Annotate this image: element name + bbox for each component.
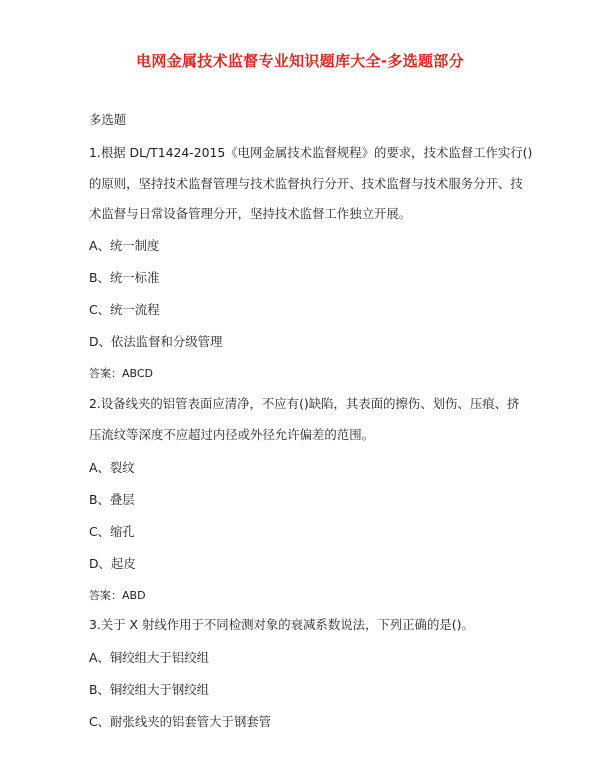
page-title: 电网金属技术监督专业知识题库大全-多选题部分	[136, 52, 464, 70]
question-1-line-2: 的原则，坚持技术监督管理与技术监督执行分开、技术监督与技术服务分开、技	[89, 176, 523, 191]
question-1-answer: 答案：ABCD	[89, 367, 154, 380]
question-2-option-d: D、起皮	[89, 556, 136, 571]
question-1-line-3: 术监督与日常设备管理分开，坚持技术监督工作独立开展。	[89, 206, 412, 221]
question-3-line-1: 3.关于 X 射线作用于不同检测对象的衰减系数说法，下列正确的是()。	[89, 617, 474, 632]
question-1-option-b: B、统一标准	[89, 270, 160, 285]
question-2-option-a: A、裂纹	[89, 460, 135, 475]
question-2-line-1: 2.设备线夹的铝管表面应清净，不应有()缺陷，其表面的擦伤、划伤、压痕、挤	[89, 396, 520, 411]
question-3-option-c: C、耐张线夹的铝套管大于钢套管	[89, 714, 272, 729]
question-1-option-a: A、统一制度	[89, 238, 160, 253]
question-2-option-c: C、缩孔	[89, 524, 135, 539]
question-1-option-d: D、依法监督和分级管理	[89, 334, 223, 349]
section-label: 多选题	[89, 112, 127, 127]
question-1-option-c: C、统一流程	[89, 302, 160, 317]
question-2-answer: 答案：ABD	[89, 589, 146, 602]
question-2-line-2: 压流纹等深度不应超过内径或外径允许偏差的范围。	[89, 427, 374, 442]
question-2-option-b: B、叠层	[89, 492, 135, 507]
question-3-option-a: A、铜绞组大于铝绞组	[89, 650, 209, 665]
question-1-line-1: 1.根据 DL/T1424-2015《电网金属技术监督规程》的要求，技术监督工作实行()	[89, 145, 533, 160]
question-3-option-b: B、铜绞组大于钢绞组	[89, 682, 210, 697]
